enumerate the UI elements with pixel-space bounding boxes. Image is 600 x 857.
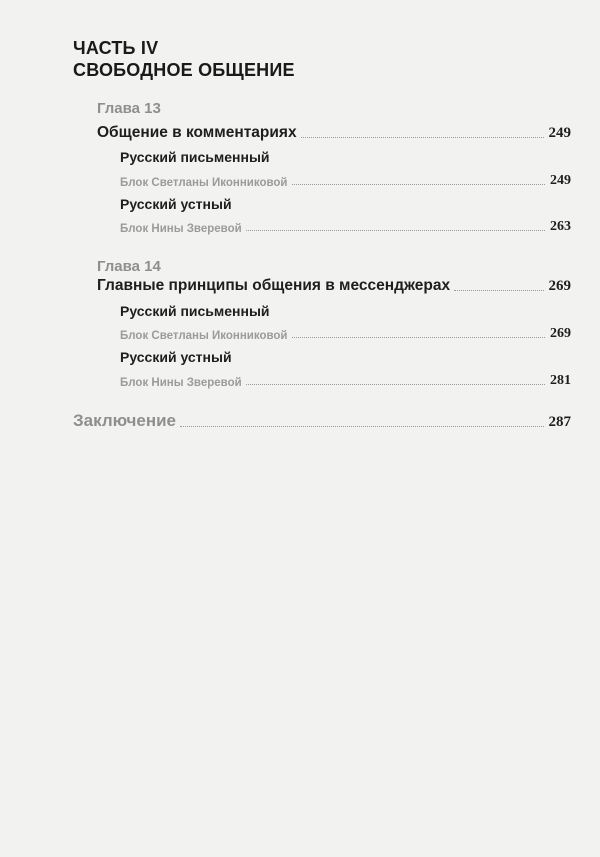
chapter-14-section-2-block: Блок Нины Зверевой bbox=[120, 377, 242, 389]
chapter-13-section-2-block: Блок Нины Зверевой bbox=[120, 223, 242, 235]
chapter-13-title: Общение в комментариях bbox=[97, 124, 297, 141]
chapter-14-page: 269 bbox=[548, 278, 571, 294]
chapter-14-label: Глава 14 bbox=[97, 258, 161, 275]
toc-entry-chapter-14-section-1[interactable] bbox=[120, 326, 571, 342]
chapter-13-section-2-page: 263 bbox=[550, 219, 571, 234]
chapter-14-section-1-block: Блок Светланы Иконниковой bbox=[120, 330, 288, 342]
part-title: СВОБОДНОЕ ОБЩЕНИЕ bbox=[73, 60, 295, 80]
dot-leader bbox=[301, 137, 544, 138]
part-label: ЧАСТЬ IV bbox=[73, 38, 159, 58]
toc-entry-chapter-14[interactable] bbox=[97, 277, 571, 295]
chapter-13-section-1-heading: Русский письменный bbox=[120, 149, 270, 165]
chapter-14-section-2-page: 281 bbox=[550, 373, 571, 388]
chapter-13-label: Глава 13 bbox=[97, 100, 161, 117]
toc-entry-conclusion[interactable] bbox=[73, 411, 571, 431]
chapter-13-section-1-block: Блок Светланы Иконниковой bbox=[120, 177, 288, 189]
chapter-14-title: Главные принципы общения в мессенджерах bbox=[97, 277, 451, 294]
toc-entry-chapter-13-section-1[interactable] bbox=[120, 173, 571, 189]
toc-entry-chapter-13-section-2[interactable] bbox=[120, 219, 571, 235]
dot-leader bbox=[246, 230, 545, 231]
dot-leader bbox=[454, 290, 543, 291]
toc-entry-chapter-14-section-2[interactable] bbox=[120, 373, 571, 389]
chapter-13-section-1-page: 249 bbox=[550, 173, 571, 188]
dot-leader bbox=[292, 184, 545, 185]
conclusion-page: 287 bbox=[548, 414, 571, 430]
chapter-14-section-1-page: 269 bbox=[550, 326, 571, 341]
chapter-14-section-1-heading: Русский письменный bbox=[120, 303, 270, 319]
dot-leader bbox=[292, 337, 545, 338]
chapter-14-section-2-heading: Русский устный bbox=[120, 349, 232, 365]
dot-leader bbox=[246, 384, 545, 385]
chapter-13-section-2-heading: Русский устный bbox=[120, 196, 232, 212]
toc-entry-chapter-13[interactable] bbox=[97, 124, 571, 142]
conclusion-title: Заключение bbox=[73, 411, 176, 430]
dot-leader bbox=[180, 426, 544, 427]
chapter-13-page: 249 bbox=[548, 125, 571, 141]
